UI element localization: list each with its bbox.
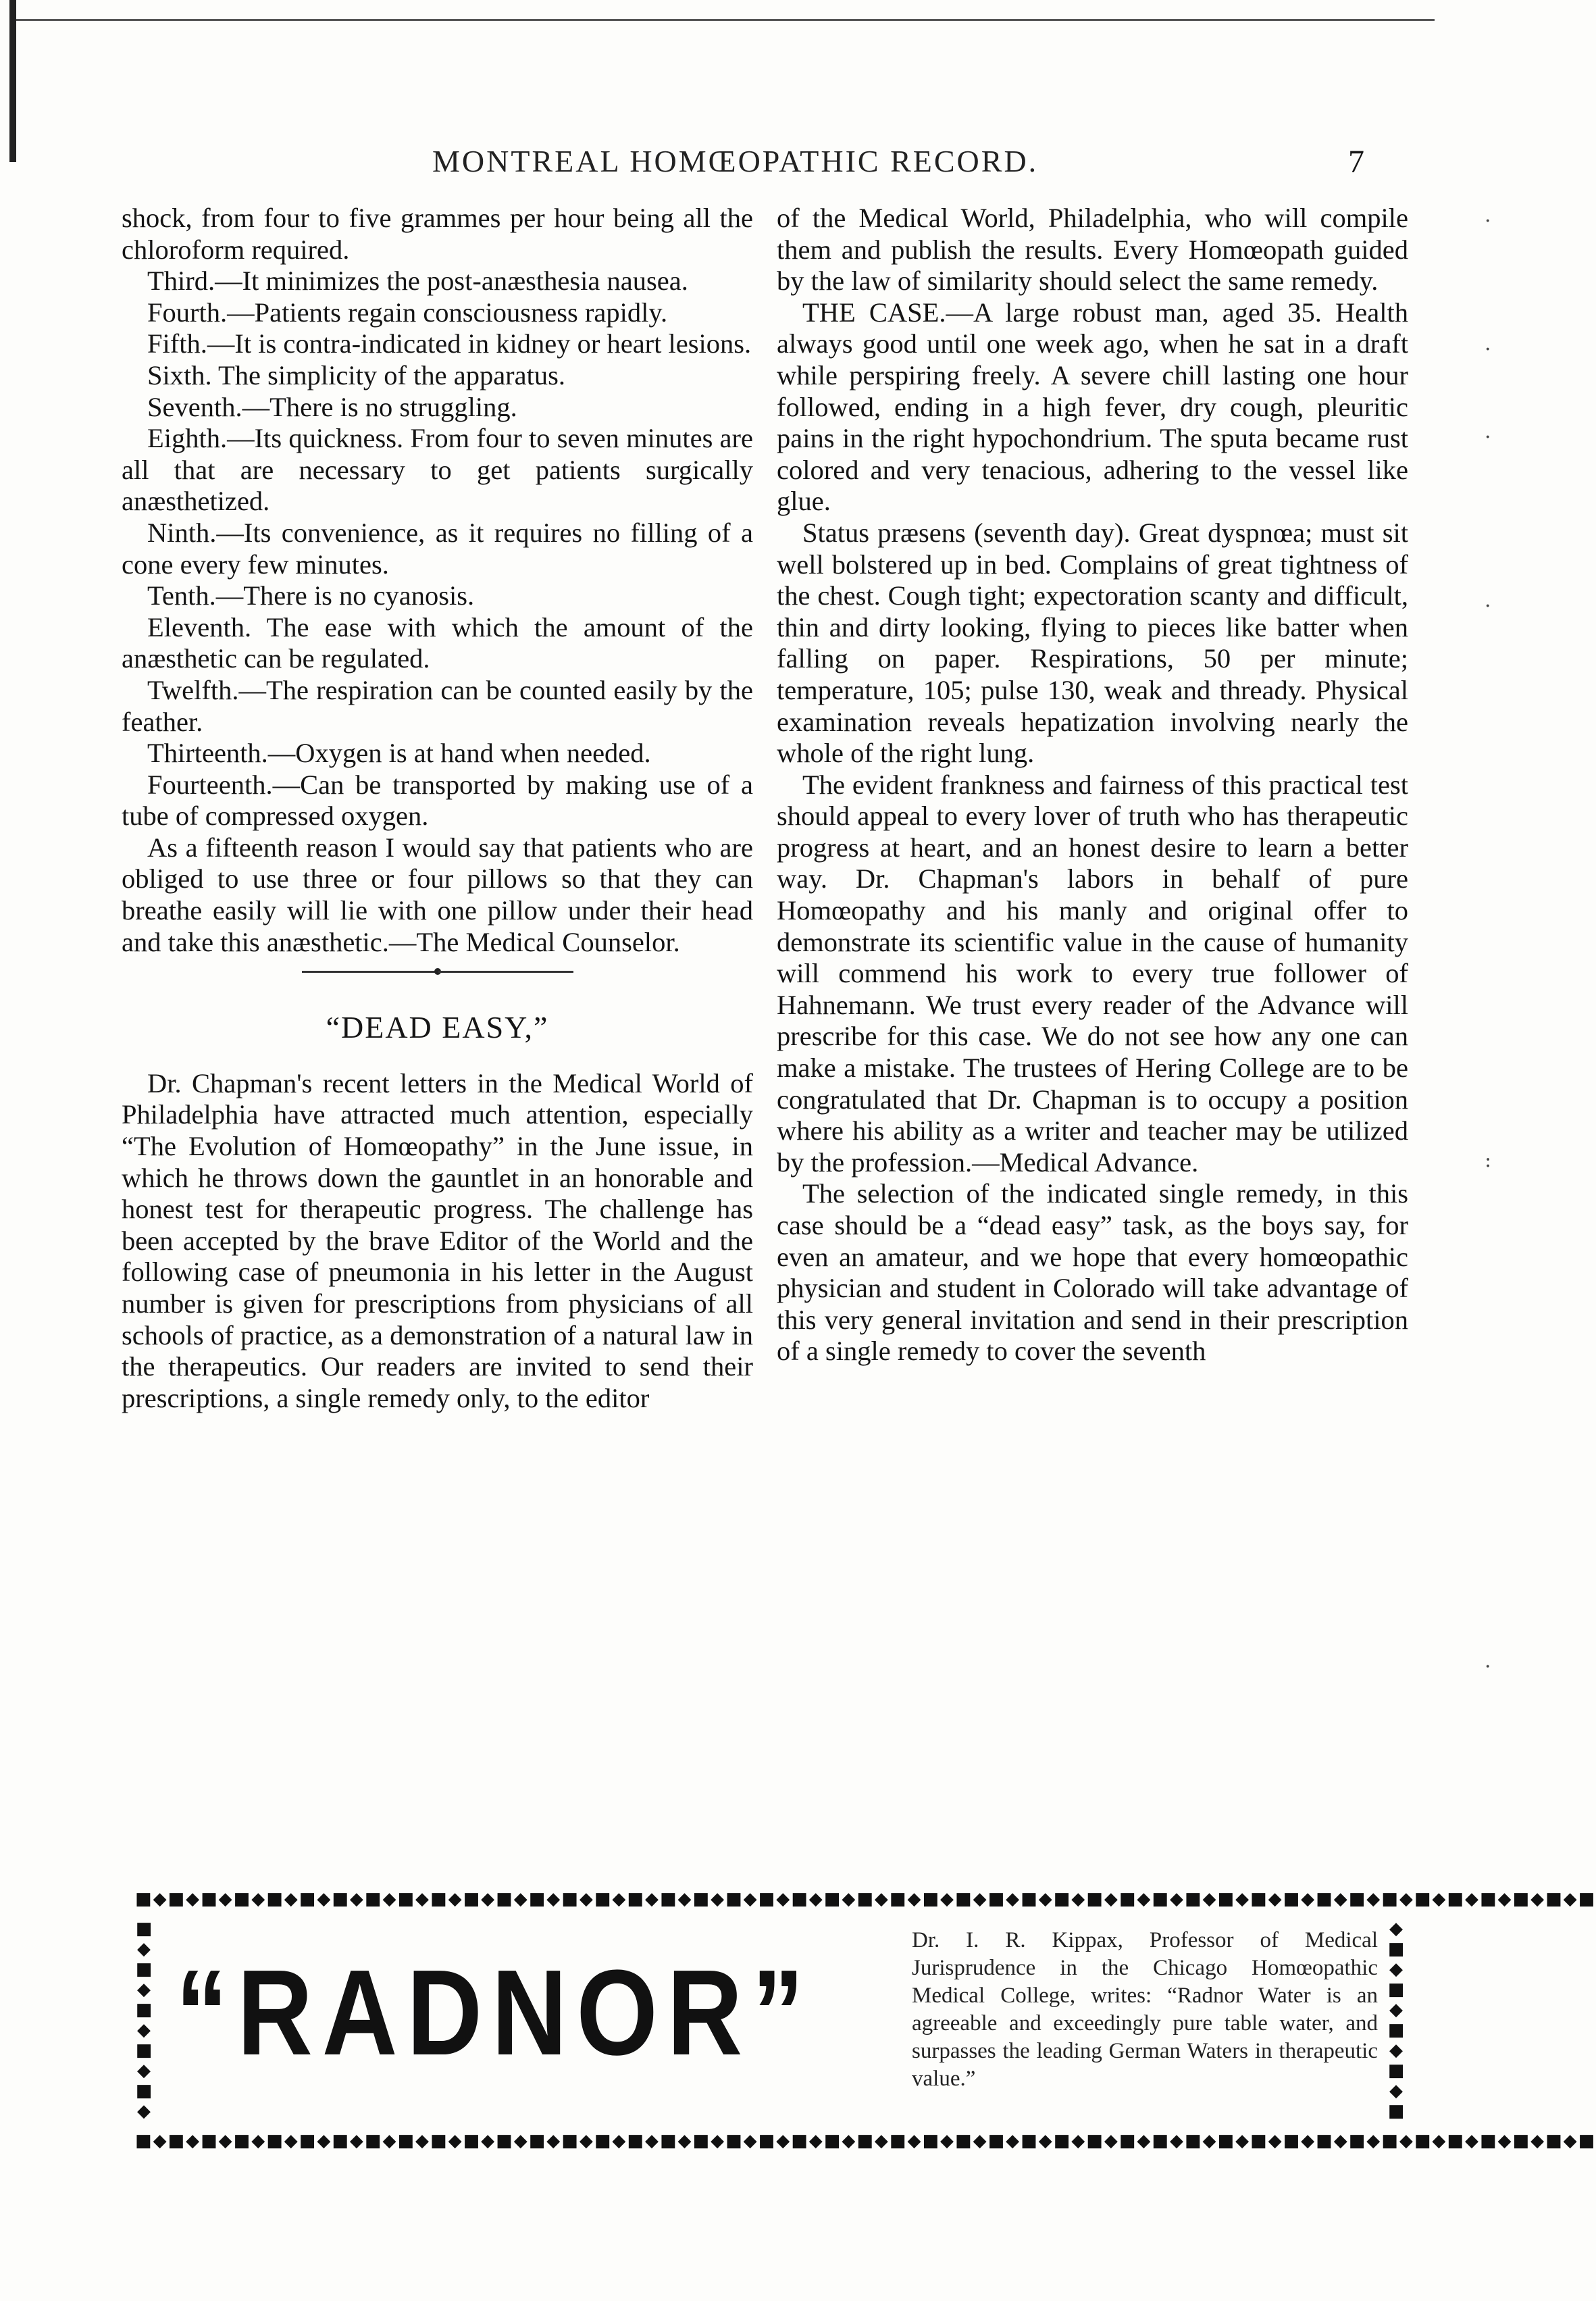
paragraph: Eleventh. The ease with which the amount of the anæsthetic can be regulated. xyxy=(122,611,753,674)
ornamental-border-right: ◆ ■ ◆ ■ ◆ ■ ◆ ■ ◆ ■ xyxy=(1387,1919,1405,2121)
section-divider xyxy=(122,958,753,985)
paragraph: Fourth.—Patients regain consciousness rapidly. xyxy=(147,297,668,328)
paragraph: Fourteenth.—Can be transported by making use of a tube of compressed oxygen. xyxy=(122,769,753,832)
left-edge-rule xyxy=(9,0,16,2301)
paragraph: The selection of the indicated single remedy, in this case should be a “dead easy” task, as the boys say, for even an amateur, and we hope that every homœopathic physician and student in Colorado will take advantage of this very general invitation and send in their prescription of a single remedy to cover the seventh xyxy=(777,1178,1408,1367)
paragraph: Eighth.—Its quickness. From four to seven minutes are all that are necessary to get patients surgically anæsthetized. xyxy=(122,423,753,517)
status-paragraph: Status præsens (seventh day). Great dyspnœa; must sit well bolstered up in bed. Complains of great tightness of the chest. Cough tight; expectoration scanty and difficult, thin and dirty looking, flying to pieces like batter when falling on paper. Respirations, 50 per minute; temperature, 105; pulse 130, weak and thready. Physical examination reveals hepatization involving nearly the whole of the right lung. xyxy=(777,517,1408,769)
paragraph: of the Medical World, Philadelphia, who will compile them and publish the results. Every Homœopath guided by the law of similarity should select the same remedy. xyxy=(777,203,1408,297)
margin-specks xyxy=(1485,203,1512,1892)
paragraph: As a fifteenth reason I would say that patients who are obliged to use three or four pillows so that they can breathe easily will lie with one pillow under their head and take this anæsthetic.—The Medical Counselor. xyxy=(122,832,753,957)
paragraph: Seventh.—There is no struggling. xyxy=(147,391,517,422)
speck: · xyxy=(1485,338,1491,361)
paragraph: Third.—It minimizes the post-anæsthesia nausea. xyxy=(147,266,688,297)
radnor-brand: “RADNOR” xyxy=(176,1945,814,2081)
divider-line xyxy=(438,971,573,973)
article-paragraph: Dr. Chapman's recent letters in the Medical World of Philadelphia have attracted much attention, especially “The Evolution of Homœopathy” in the June issue, in which he throws down the gauntlet in an honorable and honest test for therapeutic progress. The challenge has been accepted by the brave Editor of the World and the following case of pneumonia in his letter in the August number is given for prescriptions from physicians of all schools of practice, as a demonstration of a natural law in the therapeutics. Our readers are invited to send their prescriptions, a single remedy only, to the editor xyxy=(122,1067,753,1413)
radnor-advertisement xyxy=(135,1889,1596,2151)
paragraph: Thirteenth.—Oxygen is at hand when needed. xyxy=(147,738,651,769)
paragraph: Tenth.—There is no cyanosis. xyxy=(147,580,475,611)
speck: · xyxy=(1485,1655,1491,1679)
speck: · xyxy=(1485,595,1491,618)
paragraph: shock, from four to five grammes per hour being all the chloroform required. xyxy=(122,203,753,265)
ornamental-border-left: ■ ◆ ■ ◆ ■ ◆ ■ ◆ ■ ◆ xyxy=(135,1919,153,2121)
paragraph: Sixth. The simplicity of the apparatus. xyxy=(147,359,566,390)
running-title: MONTREAL HOMŒOPATHIC RECORD. xyxy=(432,144,1039,178)
speck: · xyxy=(1485,426,1491,449)
left-column xyxy=(122,203,753,1414)
case-paragraph: THE CASE.—A large robust man, aged 35. Health always good until one week ago, when he sat in a draft while perspiring freely. A severe chill lasting one hour followed, ending in a high fever, dry cough, pleuritic pains in the right hypochondrium. The sputa became rust colored and very tenacious, adhering to the vessel like glue. xyxy=(777,297,1408,517)
article-title: “DEAD EASY,” xyxy=(326,1010,549,1045)
page-header xyxy=(432,143,1405,191)
speck: : xyxy=(1485,1148,1492,1172)
page-number: 7 xyxy=(1348,144,1364,180)
top-rule xyxy=(16,19,1435,21)
paragraph: Fifth.—It is contra-indicated in kidney or heart lesions. xyxy=(147,328,752,359)
paragraph: The evident frankness and fairness of this practical test should appeal to every lover of truth who has therapeutic progress at heart, and an honest desire to learn a better way. Dr. Chapman's labors in behalf of pure Homœopathy and his manly and original offer to demonstrate its scientific value in the cause of humanity will commend his work to every true follower of Hahnemann. We trust every reader of the Advance will prescribe for this case. We do not see how any one can make a mistake. The trustees of Hering College are to be congratulated that Dr. Chapman is to occupy a position where his ability as a writer and teacher may be utilized by the profession.—Medical Advance. xyxy=(777,769,1408,1178)
ornamental-border-top: ■◆■◆■◆■◆■◆■◆■◆■◆■◆■◆■◆■◆■◆■◆■◆■◆■◆■◆■◆■◆■◆■◆■◆■◆■◆■◆■◆■◆■◆■◆■◆■◆■◆■◆■◆■◆■◆■◆■◆■◆■◆■◆■◆■◆■ xyxy=(135,1889,1596,1909)
paragraph: Ninth.—Its convenience, as it requires no filling of a cone every few minutes. xyxy=(122,517,753,580)
ornamental-border-bottom: ■◆■◆■◆■◆■◆■◆■◆■◆■◆■◆■◆■◆■◆■◆■◆■◆■◆■◆■◆■◆■◆■◆■◆■◆■◆■◆■◆■◆■◆■◆■◆■◆■◆■◆■◆■◆■◆■◆■◆■◆■◆■◆■◆■◆■ xyxy=(135,2131,1596,2151)
divider-line xyxy=(302,971,437,973)
speck: · xyxy=(1485,209,1491,233)
paragraph: Twelfth.—The respiration can be counted easily by the feather. xyxy=(122,674,753,737)
right-column xyxy=(777,203,1408,1367)
advertisement-text: Dr. I. R. Kippax, Professor of Medical Jurisprudence in the Chicago Homœopathic Medical College, writes: “Radnor Water is an agreeable and exceedingly pure table water, and surpasses the leading German Waters in therapeutic value.” xyxy=(912,1928,1378,2091)
